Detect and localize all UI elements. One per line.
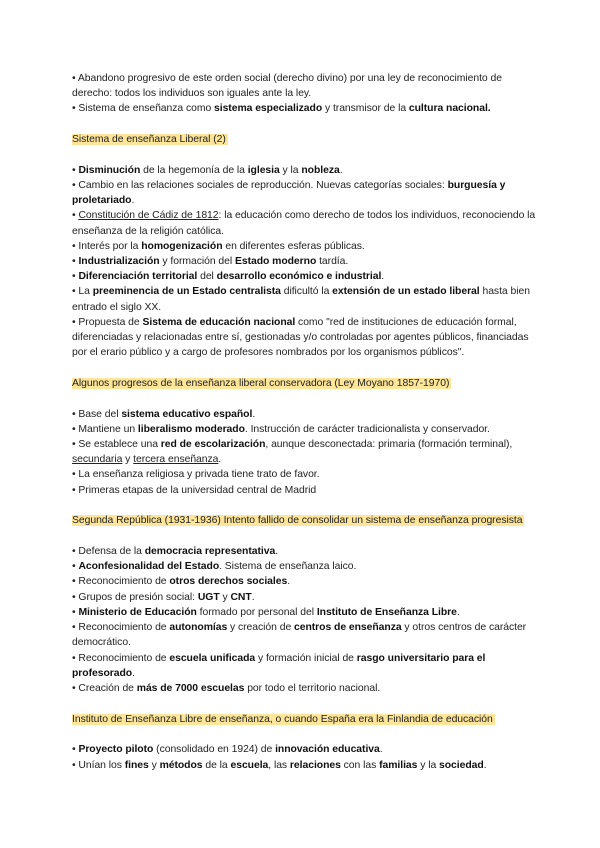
text-run: y formación del [159,256,235,268]
text-run: • [72,271,79,283]
bold-text: sistema especializado [214,103,323,115]
bullet-paragraph [72,681,540,696]
intro-block [72,71,540,117]
text-run: y formación inicial de [255,652,357,664]
text-run: • [72,606,79,618]
bold-text: red de escolarización [160,439,266,451]
bullet-paragraph [72,590,540,605]
text-run: , aunque desconectada: primaria (formación terminal), [265,439,513,451]
bullet-paragraph [72,574,540,589]
bullet-paragraph [72,742,540,757]
bold-text: Aconfesionalidad del Estado [78,561,220,573]
bold-text: innovación educativa [275,744,380,756]
text-run: del [197,271,217,283]
bullet-paragraph [72,651,540,681]
text-run: • Reconocimiento de [72,652,170,664]
bullet-paragraph [72,467,540,482]
text-run: • [72,561,79,573]
bullet-paragraph [72,178,540,208]
text-run: con las [340,759,380,771]
text-run: . [218,454,222,466]
text-run: formado por personal del [196,606,317,618]
bullet-paragraph [72,208,540,238]
text-run: hasta bien entrado el siglo XX. [72,286,530,313]
bold-text: UGT [197,591,220,603]
bold-text: sociedad [439,759,484,771]
section-heading [72,376,540,391]
text-run: y transmisor de la [322,103,409,115]
bullet-paragraph [72,71,540,101]
bold-text: cultura nacional. [408,103,491,115]
text-run: • Unían los [72,759,125,771]
text-run: • [72,210,79,222]
bullet-paragraph [72,605,540,620]
bold-text: autonomías [169,622,228,634]
text-run: . [381,271,385,283]
text-run: y la [417,759,440,771]
bold-text: escuela [230,759,269,771]
text-run: • Primeras etapas de la universidad central de Madrid [72,484,317,496]
section-heading-text: Instituto de Enseñanza Libre de enseñanza, o cuando España era la Finlandia de educación [72,713,493,725]
text-run: : la educación como derecho de todos los individuos, reconociendo la enseñanza de la religión católica. [72,210,536,237]
text-run: y la [279,164,302,176]
bullet-paragraph [72,315,540,361]
text-run: • Reconocimiento de [72,576,170,588]
section-heading [72,513,540,528]
text-run: y creación de [227,622,295,634]
section-heading [72,712,540,727]
bold-text: iglesia [247,164,280,176]
bold-text: Diferenciación territorial [78,271,198,283]
text-run: • Grupos de presión social: [72,591,198,603]
text-run: dificultó la [280,286,333,298]
bullet-paragraph [72,239,540,254]
bold-text: Sistema de educación nacional [142,316,296,328]
bold-text: relaciones [289,759,341,771]
section-heading [72,132,540,147]
bullet-paragraph [72,758,540,773]
bullet-paragraph [72,407,540,422]
bold-text: preeminencia de un Estado centralista [92,286,281,298]
text-run: • Interés por la [72,240,142,252]
text-run: . [339,164,343,176]
section-heading-text: Segunda República (1931-1936) Intento fallido de consolidar un sistema de enseñanza progresista [72,515,523,527]
bullet-paragraph [72,269,540,284]
text-run: de la hegemonía de la [140,164,248,176]
text-run: . [483,759,487,771]
text-run: • Base del [72,408,122,420]
bold-text: Instituto de Enseñanza Libre [316,606,457,618]
text-run: (consolidado en 1924) de [153,744,276,756]
bold-text: más de 7000 escuelas [136,682,245,694]
bold-text: métodos [159,759,203,771]
text-run: • Defensa de la [72,546,145,558]
bold-text: rasgo universitario para el profesorado [72,652,486,679]
text-run: • [72,164,79,176]
text-run: • Propuesta de [72,316,143,328]
text-run: . [456,606,460,618]
bold-text: nobleza [301,164,340,176]
bold-text: otros derechos sociales [169,576,288,588]
text-run: por todo el territorio nacional. [244,682,381,694]
bold-text: extensión de un estado liberal [332,286,480,298]
text-run: . [251,591,255,603]
bullet-paragraph [72,544,540,559]
bullet-paragraph [72,437,540,467]
bullet-paragraph [72,483,540,498]
text-run: en diferentes esferas públicas. [222,240,365,252]
bullet-paragraph [72,163,540,178]
text-run: y otros centros de carácter democrático. [72,622,527,649]
underlined-text: secundaria [72,454,123,466]
bullet-paragraph [72,559,540,574]
text-run: . Instrucción de carácter tradicionalista y conservador. [244,423,490,435]
text-run: • La enseñanza religiosa y privada tiene trato de favor. [72,469,320,481]
sections-container [72,117,540,773]
bold-text: Ministerio de Educación [78,606,197,618]
text-run: . [287,576,291,588]
text-run: y [148,759,160,771]
text-run: • Se establece una [72,439,161,451]
bold-text: Disminución [78,164,141,176]
bullet-paragraph [72,284,540,314]
bold-text: democracia representativa [144,546,276,558]
text-run: , las [268,759,290,771]
text-run: • Mantiene un [72,423,138,435]
text-run: y [219,591,231,603]
text-run: • Sistema de enseñanza como [72,103,215,115]
text-run: • [72,256,79,268]
underlined-text: tercera enseñanza [133,454,219,466]
text-run: • [72,744,79,756]
bold-text: sistema educativo español [121,408,253,420]
text-run: • Creación de [72,682,137,694]
bold-text: fines [124,759,149,771]
bullet-paragraph [72,620,540,650]
text-run: . [132,667,135,679]
bold-text: escuela unificada [169,652,256,664]
bold-text: centros de enseñanza [294,622,402,634]
bold-text: liberalismo moderado [137,423,245,435]
bold-text: CNT [230,591,252,603]
section-heading-text: Sistema de enseñanza Liberal (2) [72,134,226,146]
text-run: • Reconocimiento de [72,622,170,634]
text-run: tardía. [316,256,349,268]
bold-text: desarrollo económico e industrial [216,271,382,283]
bold-text: familias [379,759,418,771]
underlined-text: Constitución de Cádiz de 1812 [78,210,219,222]
bold-text: Estado moderno [234,256,317,268]
text-run: . [275,546,279,558]
text-run: y [122,454,134,466]
bold-text: burguesía y proletariado [72,180,506,207]
text-run: . [131,195,135,207]
text-run: • Abandono progresivo de este orden social (derecho divino) por una ley de reconocimiento de derecho: todos los individuos son iguales ante la ley. [72,73,502,100]
text-run: como "red de instituciones de educación formal, diferenciadas y relacionadas entre sí, gestionadas y/o controladas por agentes públicos, financiadas por el erario público y a cargo de profesores nombrados por los organismos públicos". [72,316,529,359]
section-heading-text: Algunos progresos de la enseñanza liberal conservadora (Ley Moyano 1857-1970) [72,377,450,389]
text-run: . [252,408,256,420]
text-run: de la [202,759,231,771]
bullet-paragraph [72,101,540,116]
bullet-paragraph [72,254,540,269]
text-run: • Cambio en las relaciones sociales de reproducción. Nuevas categorías sociales: [72,180,448,192]
text-run: . [379,744,383,756]
bold-text: Proyecto piloto [78,744,154,756]
bold-text: Industrialización [78,256,160,268]
text-run: . Sistema de enseñanza laico. [219,561,357,573]
bold-text: homogenización [141,240,223,252]
bullet-paragraph [72,422,540,437]
text-run: • La [72,286,93,298]
